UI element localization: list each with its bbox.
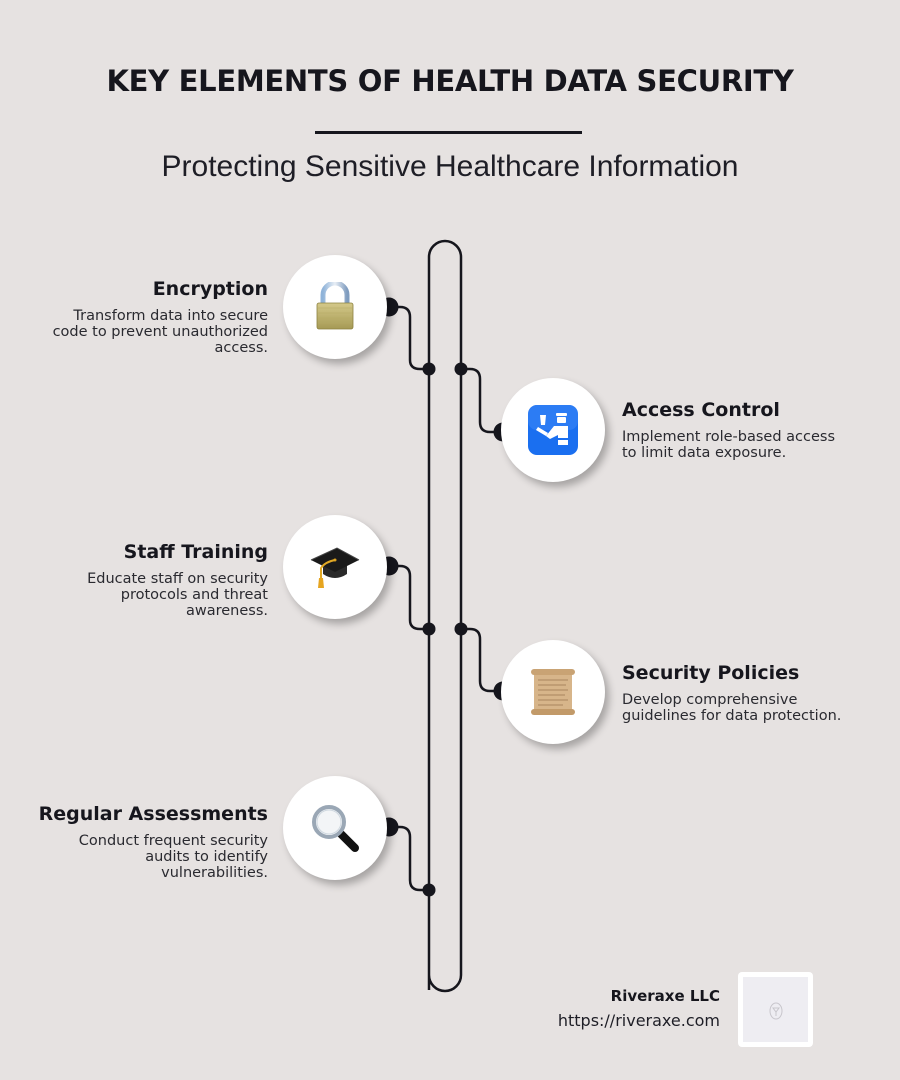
item-staff-training: [38, 541, 268, 619]
padlock-icon: [308, 280, 362, 334]
item-description: Educate staff on security protocols and threat awareness.: [87, 571, 268, 619]
passport-control-icon: [526, 403, 580, 457]
item-title: Access Control: [622, 399, 780, 421]
company-url[interactable]: https://riveraxe.com: [557, 1011, 720, 1030]
item-title: Encryption: [152, 278, 268, 300]
logo-icon: [768, 1000, 784, 1020]
item-description: Transform data into secure code to prevent unauthorized access.: [52, 308, 268, 356]
page-subtitle: Protecting Sensitive Healthcare Information: [161, 150, 739, 183]
item-title: Security Policies: [622, 662, 800, 684]
company-name: Riveraxe LLC: [610, 987, 720, 1005]
staff-training-icon-circle: [283, 515, 387, 619]
security-policies-icon-circle: [501, 640, 605, 744]
page-title: KEY ELEMENTS OF HEALTH DATA SECURITY: [106, 64, 794, 98]
item-title: Staff Training: [123, 541, 268, 563]
access-control-icon-circle: [501, 378, 605, 482]
item-description: Conduct frequent security audits to identify vulnerabilities.: [78, 833, 268, 881]
scroll-icon: [526, 665, 580, 719]
item-regular-assessments: [38, 803, 268, 881]
item-security-policies: [622, 662, 852, 724]
item-access-control: [622, 399, 852, 461]
item-description: Develop comprehensive guidelines for data protection.: [622, 692, 842, 724]
item-encryption: [38, 278, 268, 356]
graduation-cap-icon: [308, 540, 362, 594]
company-logo: [738, 972, 813, 1047]
regular-assessments-icon-circle: [283, 776, 387, 880]
encryption-icon-circle: [283, 255, 387, 359]
item-title: Regular Assessments: [38, 803, 268, 825]
magnifying-glass-icon: [308, 801, 362, 855]
item-description: Implement role-based access to limit data exposure.: [622, 429, 836, 461]
